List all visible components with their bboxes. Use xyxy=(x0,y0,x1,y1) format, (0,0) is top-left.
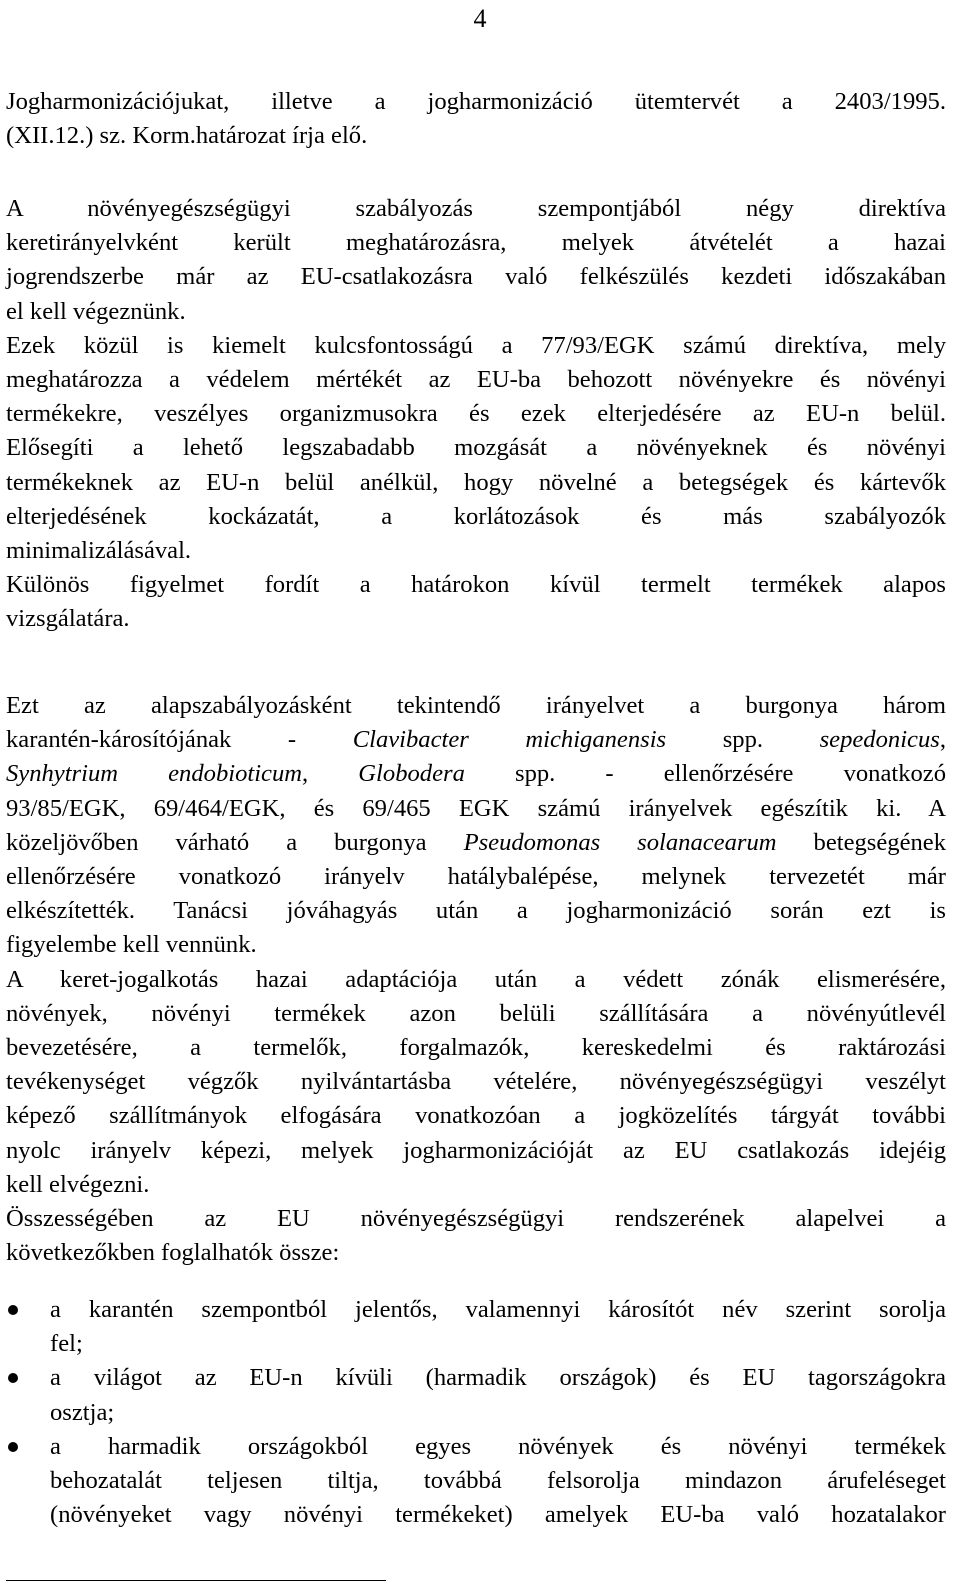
text-line: növények, növényi termékek azon belüli szállítására a növényútlevél xyxy=(6,999,946,1027)
text-span: karantén-károsítójának - xyxy=(6,726,353,754)
text-span: , xyxy=(939,726,946,754)
species-name: Synhytrium endobioticum xyxy=(6,760,303,788)
text-line: a harmadik országokból egyes növények és növényi termékek xyxy=(50,1432,946,1460)
text-line: a karantén szempontból jelentős, valamennyi károsítót név szerint sorolja xyxy=(50,1296,946,1323)
principles-list xyxy=(6,1293,946,1532)
text-line: elkészítették. Tanácsi jóváhagyás után a jogharmonizáció során ezt is xyxy=(6,897,946,925)
intro-line: (XII.12.) sz. Korm.határozat írja elő. xyxy=(6,122,368,150)
list-item xyxy=(6,1361,946,1429)
text-line: Elősegíti a lehető legszabadabb mozgását a növényeknek és növényi xyxy=(6,434,946,462)
bullet-icon xyxy=(8,1373,18,1383)
text-line: behozatalát teljesen tiltja, továbbá felsorolja mindazon árufeléseget xyxy=(50,1467,946,1495)
species-name: Clavibacter michiganensis xyxy=(352,726,667,754)
text-line: Összességében az EU növényegészségügyi rendszerének alapelvei a xyxy=(6,1205,946,1233)
text-span: közeljövőben várható a burgonya xyxy=(6,828,464,856)
text-line: A növényegészségügyi szabályozás szempontjából négy direktíva xyxy=(6,195,946,222)
text-line: következőkben foglalhatók össze: xyxy=(6,1239,340,1267)
text-span: spp. xyxy=(666,726,820,754)
text-line: osztja; xyxy=(50,1398,115,1426)
text-line: elterjedésének kockázatát, a korlátozások és más szabályozók xyxy=(6,502,946,530)
page-number: 4 xyxy=(473,4,487,33)
text-line: minimalizálásával. xyxy=(6,537,192,565)
text-line: Ezek közül is kiemelt kulcsfontosságú a 77/93/EGK számú direktíva, mely xyxy=(6,331,946,359)
text-line: kell elvégezni. xyxy=(6,1170,150,1198)
text-line: nyolc irányelv képezi, melyek jogharmonizációját az EU csatlakozás idejéig xyxy=(6,1136,946,1164)
text-line: tevékenységet végzők nyilvántartásba vételére, növényegészségügyi veszélyt xyxy=(6,1068,946,1096)
list-item xyxy=(6,1430,946,1533)
text-line: képező szállítmányok elfogására vonatkozóan a jogközelítés tárgyát további xyxy=(6,1102,946,1130)
footnote-separator xyxy=(6,1580,386,1581)
species-name: Pseudomonas solanacearum xyxy=(463,828,777,856)
text-line: 93/85/EGK, 69/464/EGK, és 69/465 EGK számú irányelvek egészítik ki. A xyxy=(6,794,946,822)
text-span: , xyxy=(302,760,359,788)
section-2 xyxy=(6,689,946,1270)
species-name: sepedonicus xyxy=(819,726,940,754)
text-line: a világot az EU-n kívüli (harmadik országok) és EU tagországokra xyxy=(50,1364,946,1392)
text-line: fel; xyxy=(50,1330,83,1358)
species-name: Globodera xyxy=(358,760,465,788)
bullet-icon xyxy=(8,1305,18,1315)
list-item xyxy=(6,1293,946,1361)
text-line: jogrendszerbe már az EU-csatlakozásra való felkészülés kezdeti időszakában xyxy=(6,263,946,291)
text-line: bevezetésére, a termelők, forgalmazók, kereskedelmi és raktározási xyxy=(6,1034,946,1062)
text-line: meghatározza a védelem mértékét az EU-ba behozott növényekre és növényi xyxy=(6,366,946,394)
text-line: ellenőrzésére vonatkozó irányelv hatálybalépése, melynek tervezetét már xyxy=(6,863,946,891)
text-line: el kell végeznünk. xyxy=(6,297,186,325)
text-line: keretirányelvként került meghatározásra, melyek átvételét a hazai xyxy=(6,229,946,257)
intro-line: Jogharmonizációjukat, illetve a jogharmonizáció ütemtervét a 2403/1995. xyxy=(6,88,946,115)
text-line xyxy=(6,826,946,860)
intro-paragraph xyxy=(6,85,946,153)
text-line: vizsgálatára. xyxy=(6,605,130,633)
text-line: Ezt az alapszabályozásként tekintendő irányelvet a burgonya három xyxy=(6,692,946,719)
section-1 xyxy=(6,192,946,637)
text-line: termékeknek az EU-n belül anélkül, hogy növelné a betegségek és kártevők xyxy=(6,468,946,496)
bullet-icon xyxy=(8,1442,18,1452)
text-line: figyelembe kell vennünk. xyxy=(6,931,257,959)
text-line: (növényeket vagy növényi termékeket) amelyek EU-ba való hozatalakor xyxy=(50,1501,946,1529)
text-line xyxy=(6,723,946,757)
text-line xyxy=(6,757,946,791)
text-span: spp. - ellenőrzésére vonatkozó xyxy=(464,760,947,788)
text-line: Különös figyelmet fordít a határokon kívül termelt termékek alapos xyxy=(6,571,946,599)
text-span: betegségének xyxy=(776,828,946,856)
text-line: A keret-jogalkotás hazai adaptációja után a védett zónák elismerésére, xyxy=(6,965,946,993)
text-line: termékekre, veszélyes organizmusokra és ezek elterjedésére az EU-n belül. xyxy=(6,400,946,428)
